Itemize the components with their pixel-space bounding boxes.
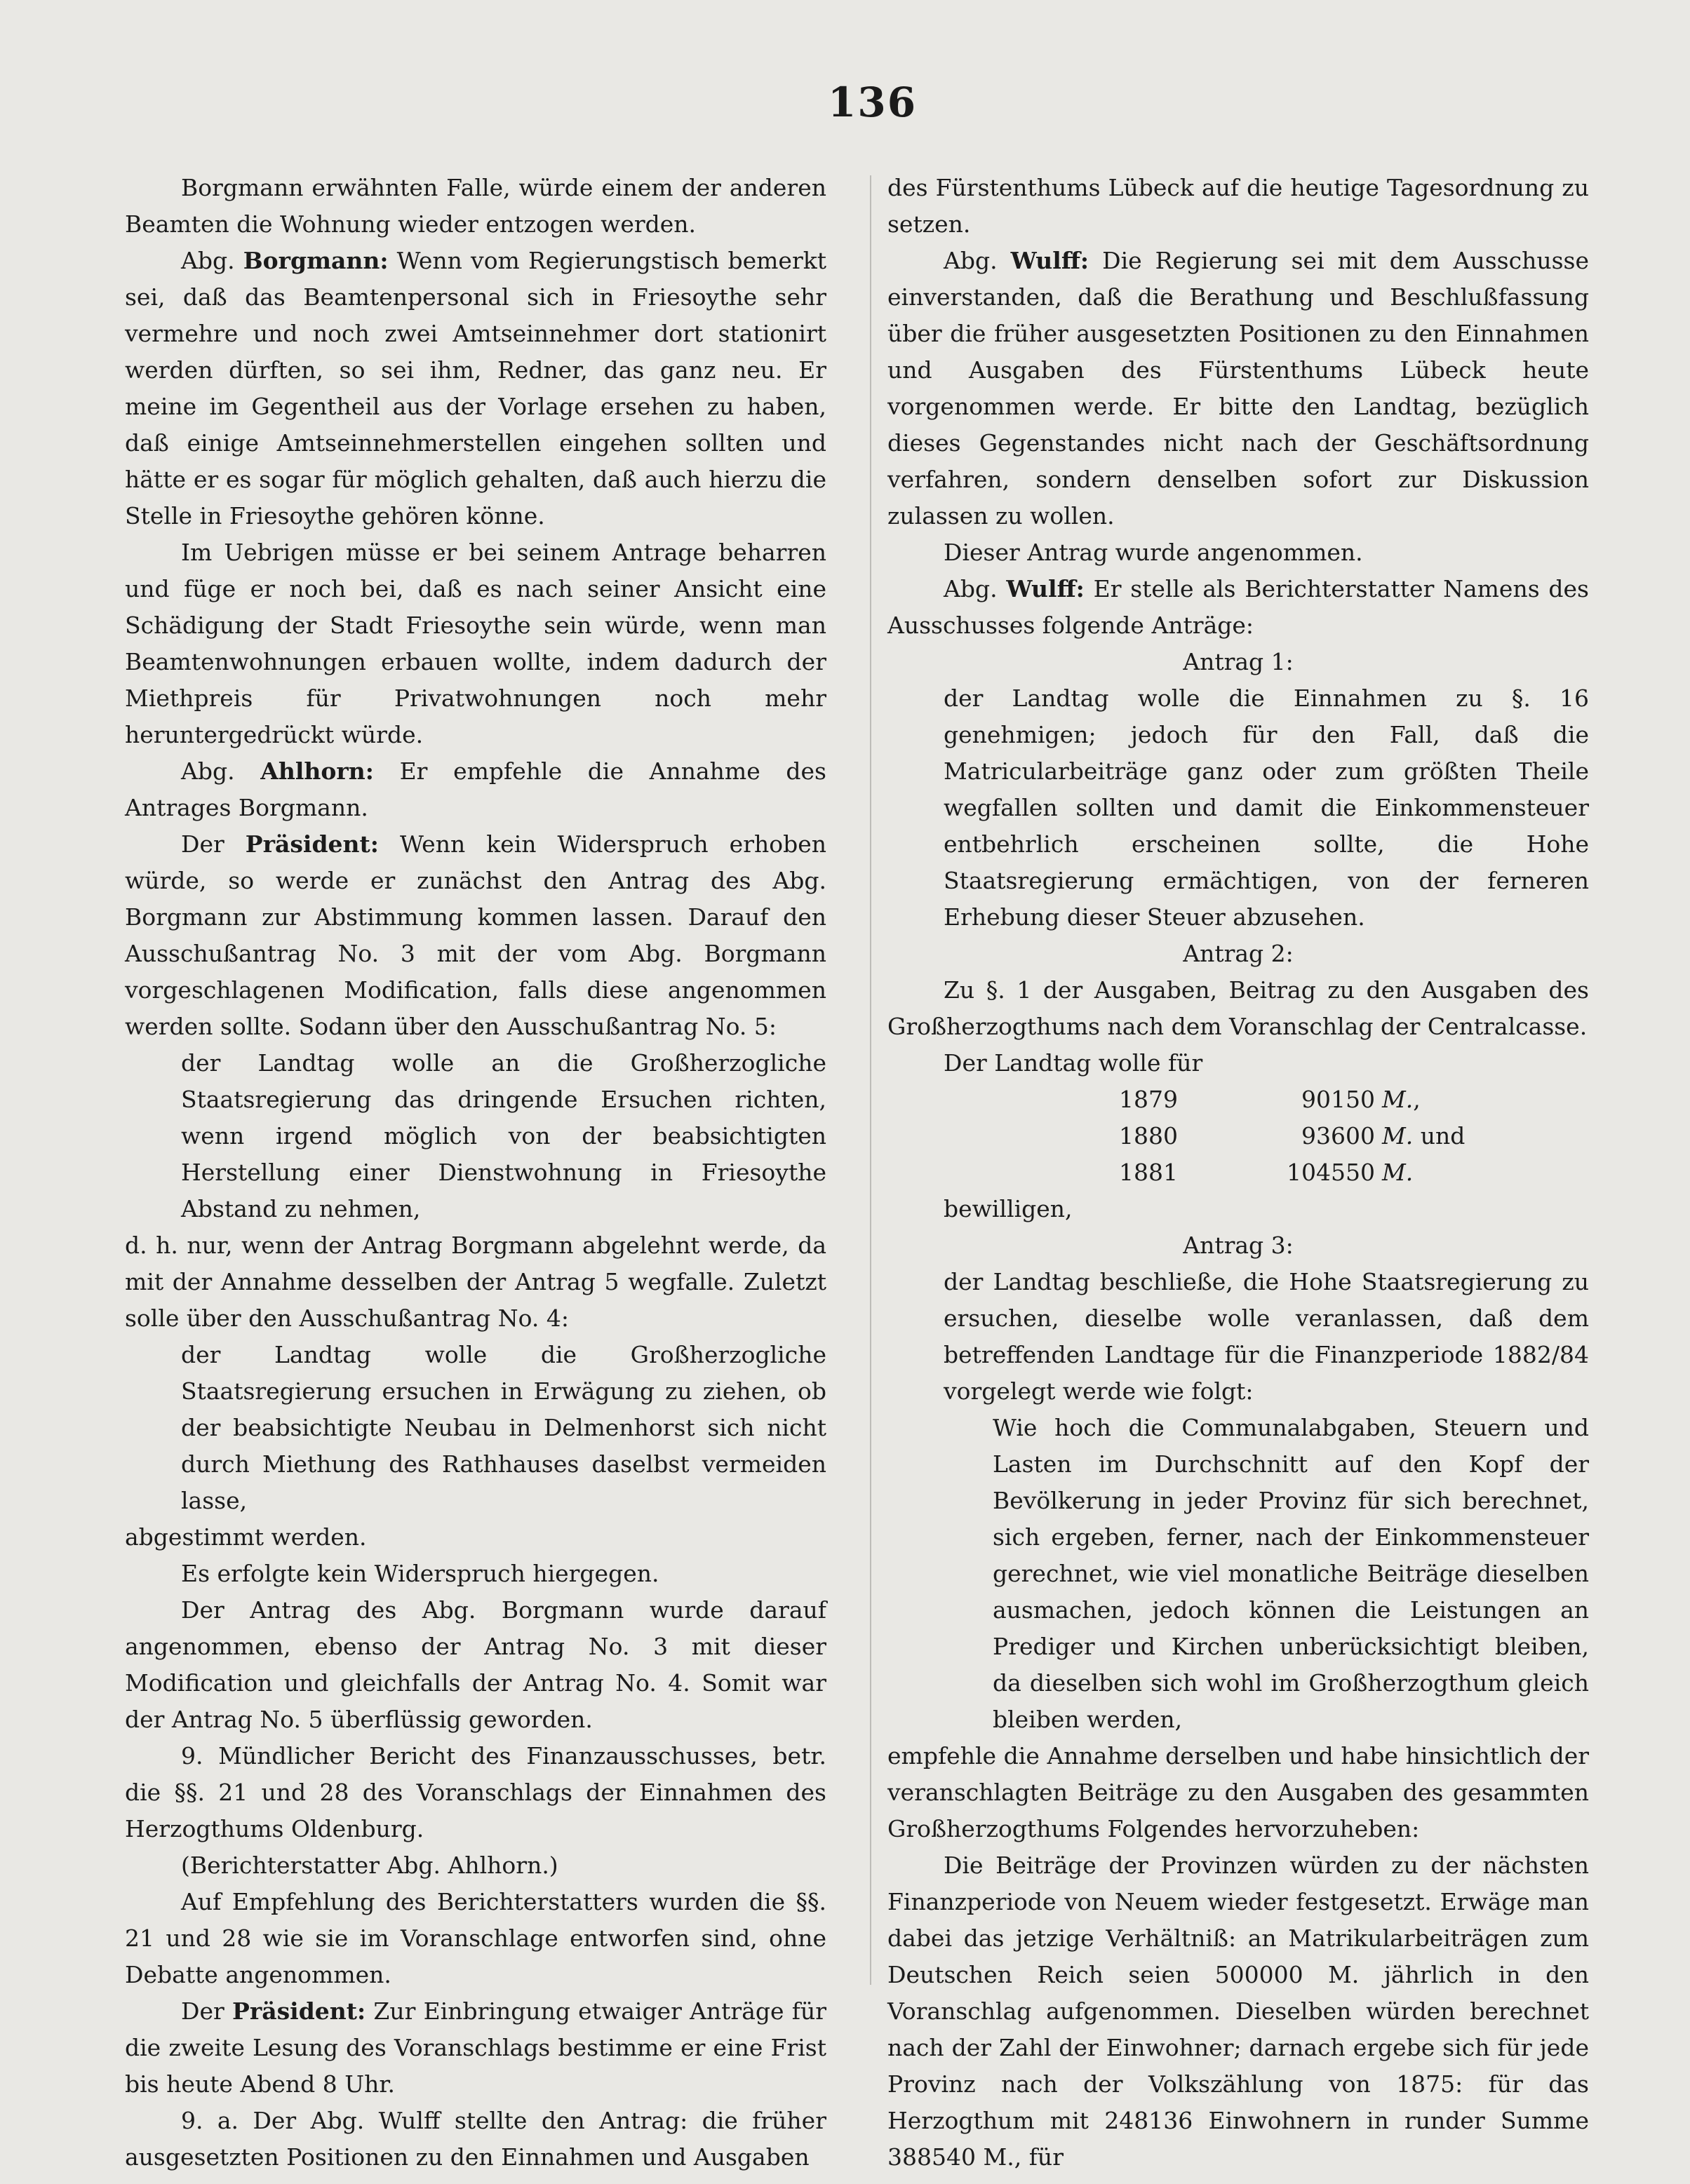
speaker-prefix: Abg. xyxy=(944,575,998,602)
speaker-name: Präsident: xyxy=(245,830,379,858)
speaker-prefix: Der xyxy=(181,1997,224,2025)
amount-value: 93600 xyxy=(1301,1122,1375,1150)
quoted-motion: der Landtag wolle die Großherzogliche Staatsregierung ersuchen in Erwägung zu ziehen, ob der beabsichtigte Neubau in Delmenhorst sich nicht durch Miethung des Rathhauses daselbst vermeiden lasse, xyxy=(181,1341,826,1514)
paragraph: Zu §. 1 der Ausgaben, Beitrag zu den Ausgaben des Großherzogthums nach dem Voranschlag der Centralcasse. xyxy=(887,976,1589,1040)
paragraph: (Berichterstatter Abg. Ahlhorn.) xyxy=(181,1852,558,1879)
speaker-name: Borgmann: xyxy=(243,247,389,274)
quoted-motion-text: Wie hoch die Communalabgaben, Steuern und Lasten im Durchschnitt auf den Kopf der Bevölkerung in jeder Provinz für sich berechnet, sich ergeben, ferner, nach der Einkommensteuer gerechnet, wie viel monatliche Beiträge dieselben ausmachen, jedoch können die Leistungen an Prediger und Kirchen unberücksichtigt bleiben, da dieselben sich wohl im Großherzogthum gleich bleiben werden, xyxy=(993,1414,1589,1733)
amount-row xyxy=(1119,1154,1589,1191)
speech-text: Wenn vom Regierungstisch bemerkt sei, daß das Beamtenpersonal sich in Friesoythe sehr vermehre und noch zwei Amtseinnehmer dort stationirt werden dürften, so sei ihm, Redner, das ganz neu. Er meine im Gegentheil aus der Vorlage ersehen zu haben, daß einige Amtseinnehmerstellen eingehen sollten und hätte er es sogar für möglich gehalten, daß auch hierzu die Stelle in Friesoythe gehören könne. xyxy=(125,247,826,530)
speaker-paragraph xyxy=(887,243,1589,534)
left-column xyxy=(125,170,826,2176)
amount-suffix: und xyxy=(1413,1122,1466,1150)
amount-unit: M. xyxy=(1382,1086,1414,1113)
motion-heading: Antrag 3: xyxy=(1183,1232,1294,1259)
speaker-name: Wulff: xyxy=(1010,247,1089,274)
motion-heading: Antrag 1: xyxy=(1183,648,1294,675)
paragraph: 9. a. Der Abg. Wulff stellte den Antrag: die früher ausgesetzten Positionen zu den Einnahmen und Ausgaben xyxy=(125,2107,826,2171)
amounts-table xyxy=(1119,1081,1589,1191)
amount-year: 1880 xyxy=(1119,1122,1178,1150)
speaker-paragraph xyxy=(887,571,1589,644)
speech-text: Wenn kein Widerspruch erhoben würde, so werde er zunächst den Antrag des Abg. Borgmann zur Abstimmung kommen lassen. Darauf den Ausschußantrag No. 3 mit der vom Abg. Borgmann vorgeschlagenen Modification, falls diese angenommen werden sollte. Sodann über den Ausschußantrag No. 5: xyxy=(125,830,826,1040)
column-divider xyxy=(870,175,871,1985)
amount-row xyxy=(1119,1118,1589,1154)
speaker-paragraph xyxy=(125,243,826,534)
paragraph: Auf Empfehlung des Berichterstatters wurden die §§. 21 und 28 wie sie im Voranschlage entworfen sind, ohne Debatte angenommen. xyxy=(125,1888,826,1988)
speech-text: Er empfehle die Annahme des Antrages Borgmann. xyxy=(125,757,826,821)
speech-text: Die Regierung sei mit dem Ausschusse einverstanden, daß die Berathung und Beschlußfassung über die früher ausgesetzten Positionen zu den Einnahmen und Ausgaben des Fürstenthums Lübeck heute vorgenommen werde. Er bitte den Landtag, bezüglich dieses Gegenstandes nicht nach der Geschäftsordnung verfahren, sondern denselben sofort zur Diskussion zulassen zu wollen. xyxy=(887,247,1589,530)
motion-heading: Antrag 2: xyxy=(1183,940,1294,967)
right-column-part-2 xyxy=(887,1191,1589,2176)
paragraph: Der Antrag des Abg. Borgmann wurde darauf angenommen, ebenso der Antrag No. 3 mit dieser Modification und gleichfalls der Antrag No. 4. Somit war der Antrag No. 5 überflüssig geworden. xyxy=(125,1596,826,1733)
paragraph: Die Beiträge der Provinzen würden zu der nächsten Finanzperiode von Neuem wieder festgesetzt. Erwäge man dabei das jetzige Verhältniß: an Matrikularbeiträgen zum Deutschen Reich seien 500000 M. jährlich in den Voranschlag aufgenommen. Dieselben würden berechnet nach der Zahl der Einwohner; darnach ergebe sich für jede Provinz nach der Volkszählung von 1875: für das Herzogthum mit 248136 Einwohnern in runder Summe 388540 M., für xyxy=(887,1852,1589,2171)
continued-paragraph: des Fürstenthums Lübeck auf die heutige Tagesordnung zu setzen. xyxy=(887,174,1589,238)
continued-paragraph: abgestimmt werden. xyxy=(125,1523,367,1551)
amount-year: 1879 xyxy=(1119,1086,1178,1113)
speaker-name: Präsident: xyxy=(232,1997,366,2025)
speaker-paragraph xyxy=(125,1993,826,2103)
continued-paragraph: d. h. nur, wenn der Antrag Borgmann abgelehnt werde, da mit der Annahme desselben der Antrag 5 wegfalle. Zuletzt solle über den Ausschußantrag No. 4: xyxy=(125,1232,826,1332)
speaker-paragraph xyxy=(125,826,826,1045)
continued-paragraph: empfehle die Annahme derselben und habe hinsichtlich der veranschlagten Beiträge zu den Ausgaben des gesammten Großherzogthums Folgendes hervorzuheben: xyxy=(887,1742,1589,1842)
amount-row xyxy=(1119,1081,1589,1118)
speaker-prefix: Abg. xyxy=(181,757,235,785)
speech-text: Er stelle als Berichterstatter Namens des Ausschusses folgende Anträge: xyxy=(887,575,1589,639)
amount-year: 1881 xyxy=(1119,1159,1178,1186)
paragraph: Dieser Antrag wurde angenommen. xyxy=(944,539,1363,566)
right-column xyxy=(887,170,1589,2176)
quoted-motion: der Landtag wolle die Einnahmen zu §. 16 genehmigen; jedoch für den Fall, daß die Matricularbeiträge ganz oder zum größten Theile wegfallen sollten und damit die Einkommensteuer entbehrlich erscheinen sollte, die Hohe Staatsregierung ermächtigen, von der ferneren Erhebung dieser Steuer abzusehen. xyxy=(944,685,1589,931)
speaker-name: Wulff: xyxy=(1006,575,1085,602)
speaker-prefix: Abg. xyxy=(181,247,235,274)
right-column-part-1 xyxy=(887,170,1589,1081)
amount-unit: M. xyxy=(1382,1122,1414,1150)
paragraph: 9. Mündlicher Bericht des Finanzausschusses, betr. die §§. 21 und 28 des Voranschlags der Einnahmen des Herzogthums Oldenburg. xyxy=(125,1742,826,1842)
paragraph: Im Uebrigen müsse er bei seinem Antrage beharren und füge er noch bei, daß es nach seiner Ansicht eine Schädigung der Stadt Friesoythe sein würde, wenn man Beamtenwohnungen erbauen wollte, indem dadurch der Miethpreis für Privatwohnungen noch mehr heruntergedrückt würde. xyxy=(125,539,826,748)
speaker-prefix: Abg. xyxy=(944,247,998,274)
speaker-paragraph xyxy=(125,753,826,826)
amount-suffix: , xyxy=(1413,1086,1421,1113)
quoted-motion: bewilligen, xyxy=(944,1195,1073,1222)
amount-value: 104550 xyxy=(1287,1159,1375,1186)
quoted-motion: der Landtag beschließe, die Hohe Staatsregierung zu ersuchen, dieselbe wolle veranlassen, daß dem betreffenden Landtage für die Finanzperiode 1882/84 vorgelegt werde wie folgt: xyxy=(944,1268,1589,1405)
speech-text: Zur Einbringung etwaiger Anträge für die zweite Lesung des Voranschlags bestimme er eine Frist bis heute Abend 8 Uhr. xyxy=(125,1997,827,2098)
page-number: 136 xyxy=(828,79,918,126)
paragraph: Der Landtag wolle für xyxy=(944,1049,1203,1077)
quoted-motion: der Landtag wolle an die Großherzogliche Staatsregierung das dringende Ersuchen richten, wenn irgend möglich von der beabsichtigten Herstellung einer Dienstwohnung in Friesoythe Abstand zu nehmen, xyxy=(181,1049,826,1222)
paragraph: Borgmann erwähnten Falle, würde einem der anderen Beamten die Wohnung wieder entzogen werden. xyxy=(125,174,826,238)
speaker-prefix: Der xyxy=(181,830,224,858)
amount-unit: M. xyxy=(1382,1159,1414,1186)
amount-value: 90150 xyxy=(1301,1086,1375,1113)
paragraph: Es erfolgte kein Widerspruch hiergegen. xyxy=(181,1560,659,1587)
speaker-name: Ahlhorn: xyxy=(260,757,374,785)
